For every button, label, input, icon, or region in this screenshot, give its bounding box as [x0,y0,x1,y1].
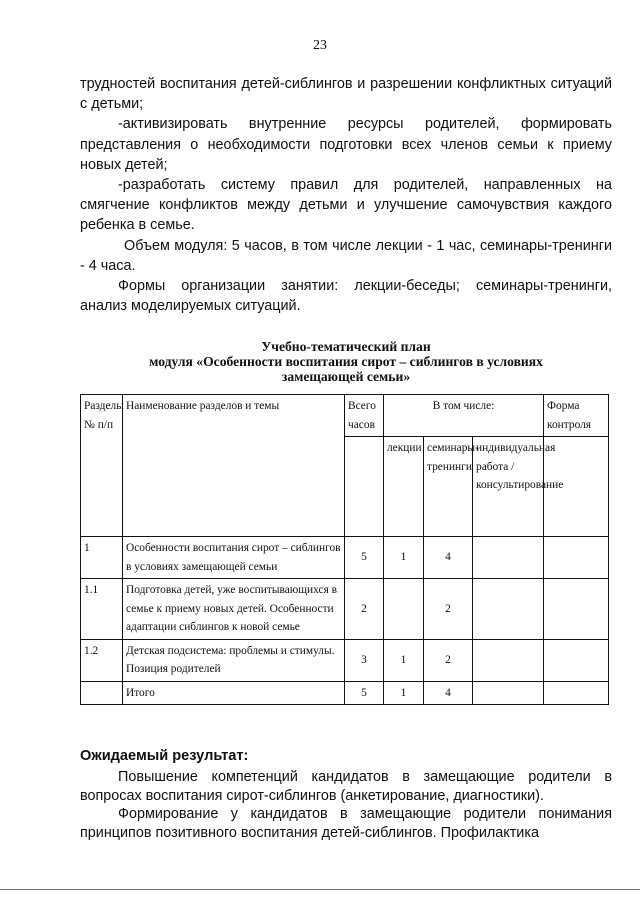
plan-title [80,339,612,384]
plan-title-line-3: замещающей семьи» [281,369,411,384]
paragraph-1: трудностей воспитания детей-сиблингов и разрешении конфликтных ситуаций с детьми; [80,76,612,113]
row-seminars: 4 [424,537,473,579]
page-number: 23 [313,38,327,53]
header-lectures: лекции [384,437,424,537]
row-name: Детская подсистема: проблемы и стимулы. Позиция родителей [123,639,345,681]
result-paragraph-2: Формирование у кандидатов в замещающие родители понимания принципов позитивного воспитания детей-сиблингов. Профилактика [80,806,612,841]
row-seminars: 4 [424,681,473,705]
page-bottom-divider [0,889,640,890]
header-individual: индивидуальная работа / консультирование [473,437,544,537]
row-individual [473,639,544,681]
paragraph-4: Объем модуля: 5 часов, в том числе лекции - 1 час, семинары-тренинги - 4 часа. [80,237,612,274]
row-number: 1.2 [81,639,123,681]
header-total: Всего часов [345,395,384,437]
row-number [81,681,123,705]
paragraph-3: -разработать систему правил для родителей, направленных на смягчение конфликтов между детьми и улучшение самочувствия каждого ребенка в семье. [80,177,612,234]
row-control [544,537,609,579]
row-control [544,681,609,705]
body-paragraphs [80,74,612,316]
row-seminars: 2 [424,579,473,640]
header-total-empty [345,437,384,537]
table-total-row [81,681,609,705]
row-control [544,579,609,640]
header-seminars: семинары-тренинги [424,437,473,537]
table-header-row [81,395,609,437]
table-row [81,537,609,579]
header-control: Форма контроля [544,395,609,437]
row-individual [473,579,544,640]
row-lectures [384,579,424,640]
paragraph-2: -активизировать внутренние ресурсы родителей, формировать представления о необходимости подготовки всех членов семьи к приему новых детей; [80,116,612,173]
table-row [81,579,609,640]
row-total: 5 [345,537,384,579]
row-control [544,639,609,681]
row-name: Итого [123,681,345,705]
plan-title-line-2: модуля «Особенности воспитания сирот – сиблингов в условиях [149,354,543,369]
plan-table [80,394,609,705]
row-name: Особенности воспитания сирот – сиблингов в условиях замещающей семьи [123,537,345,579]
row-lectures: 1 [384,639,424,681]
row-seminars: 2 [424,639,473,681]
row-total: 5 [345,681,384,705]
row-lectures: 1 [384,681,424,705]
row-individual [473,537,544,579]
row-total: 3 [345,639,384,681]
header-section: Разделы № п/п [81,395,123,537]
header-including: В том числе: [384,395,544,437]
header-name: Наименование разделов и темы [123,395,345,537]
row-individual [473,681,544,705]
paragraph-5: Формы организации занятии: лекции-беседы; семинары-тренинги, анализ моделируемых ситуаций. [80,278,612,315]
row-number: 1 [81,537,123,579]
row-number: 1.1 [81,579,123,640]
row-total: 2 [345,579,384,640]
result-text [80,768,612,842]
result-title: Ожидаемый результат: [80,748,249,764]
table-row [81,639,609,681]
row-name: Подготовка детей, уже воспитывающихся в семье к приему новых детей. Особенности адаптации сиблингов к новой семье [123,579,345,640]
plan-title-line-1: Учебно-тематический план [261,339,431,354]
row-lectures: 1 [384,537,424,579]
result-paragraph-1: Повышение компетенций кандидатов в замещающие родители в вопросах воспитания сирот-сиблингов (анкетирование, диагностики). [80,769,612,804]
